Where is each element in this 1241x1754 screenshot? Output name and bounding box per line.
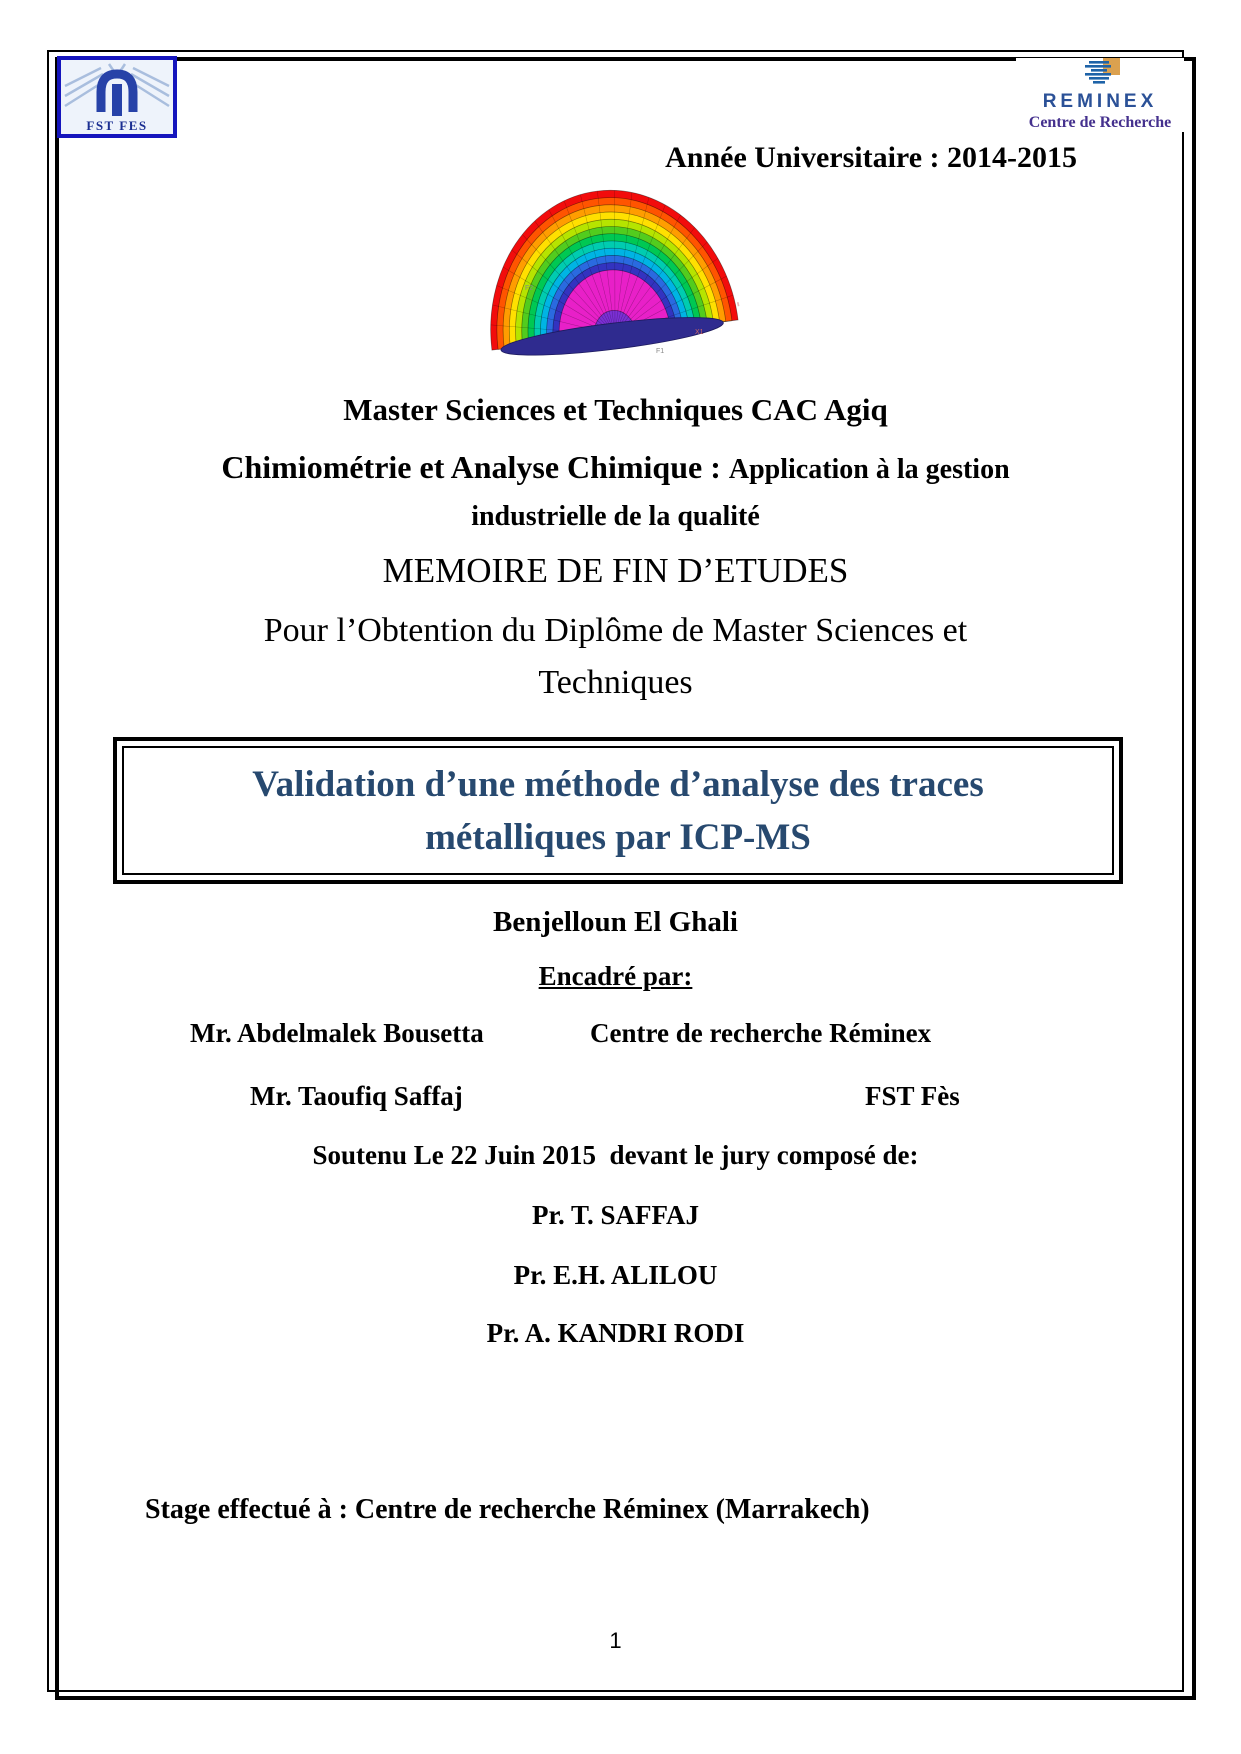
program-title-tail: Application à la gestion [728,454,1010,485]
page-number: 1 [609,1628,622,1653]
reminex-subtitle: Centre de Recherche [1028,114,1172,131]
supervisor-name: Mr. Taoufiq Saffaj [250,1081,463,1111]
academic-year: Année Universitaire : 2014-2015 [665,141,1077,174]
supervisor-name: Mr. Abdelmalek Bousetta [190,1018,484,1048]
reminex-icon [1077,58,1123,90]
supervisors-heading: Encadré par: [538,961,693,991]
thesis-title-box [113,737,1123,884]
jury-member: Pr. A. KANDRI RODI [486,1318,745,1348]
fst-logo-caption: FST FES [86,118,148,133]
program-title [50,449,1181,486]
diploma-line1: Pour l’Obtention du Diplôme de Master Sciences et [263,612,968,649]
reminex-wordmark: REMINEX [1042,91,1158,112]
thesis-title-line1: Validation d’une méthode d’analyse des traces [252,763,984,805]
master-title: Master Sciences et Techniques CAC Agiq [343,392,888,427]
author-name: Benjelloun El Ghali [493,906,738,938]
axis-label-x1: X1 [695,329,704,336]
reminex-logo [1016,58,1184,132]
jury-member: Pr. T. SAFFAJ [531,1200,699,1230]
internship-location: Stage effectué à : Centre de recherche Réminex (Marrakech) [145,1494,870,1525]
jury-member: Pr. E.H. ALILOU [513,1260,718,1290]
memoire-heading: MEMOIRE DE FIN D’ETUDES [382,551,849,590]
thesis-title-box-inner [122,746,1114,875]
response-surface-figure [452,183,762,383]
thesis-title-line2: métalliques par ICP-MS [425,816,811,858]
program-title-line2: industrielle de la qualité [471,501,760,532]
axis-label-f2: F2 [525,285,534,292]
fst-fes-logo-graphic [57,56,177,138]
supervisor-affiliation: Centre de recherche Réminex [590,1018,932,1048]
fst-fes-logo [57,56,177,138]
program-title-main: Chimiométrie et Analyse Chimique : [221,449,729,485]
axis-label-f1: F1 [656,348,665,355]
defense-intro: Soutenu Le 22 Juin 2015 devant le jury composé de: [312,1140,919,1170]
supervisor-affiliation: FST Fès [865,1081,960,1111]
diploma-line2: Techniques [538,664,693,701]
